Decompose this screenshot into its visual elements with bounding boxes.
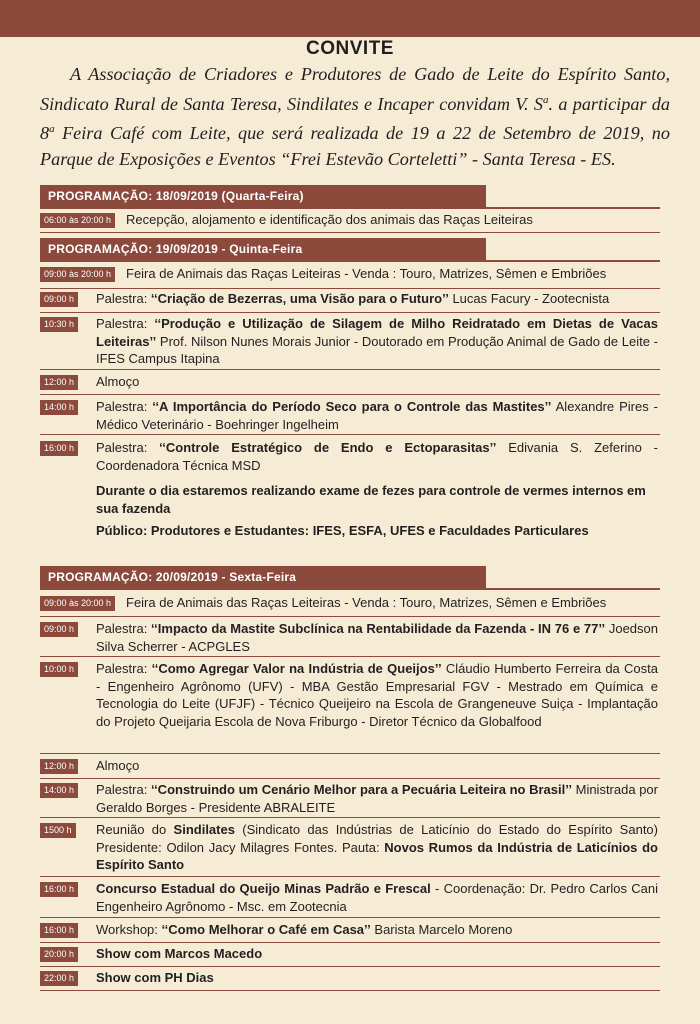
row-divider <box>40 942 660 943</box>
row-text <box>96 620 658 655</box>
row-text: Almoço <box>96 758 140 773</box>
intro-sup-2: a <box>49 123 55 136</box>
row-divider <box>40 990 660 991</box>
section-rule <box>40 588 660 590</box>
row-prefix: Palestra: <box>96 399 153 414</box>
speaker: Cláudio Humberto Ferreira da Costa - Engenheiro Agrônomo (UFV) - MBA Gestão Empresarial FGV - Mestrado em Química e Tecnologia do Leite (UFJF) - Técnico Queijeiro na Escola de Grangeneuve Suiça - Implantação do Projeto Queijaria Escola de Nova Friburgo - Diretor Técnico da Globalfood <box>96 661 659 729</box>
row-text <box>96 660 658 730</box>
schedule-row <box>40 921 660 943</box>
row-prefix: Palestra: <box>96 291 151 306</box>
speaker: Joedson Silva Scherrer - ACPGLES <box>96 621 659 654</box>
contest-title: Concurso Estadual do Queijo Minas Padrão e Frescal <box>96 881 431 896</box>
schedule-row <box>40 265 660 289</box>
row-prefix: Workshop: <box>96 922 162 937</box>
row-text <box>96 880 658 915</box>
speaker: Alexandre Pires - Médico Veterinário - Boehringer Ingelheim <box>96 399 658 432</box>
schedule-row <box>40 398 660 435</box>
row-text: Recepção, alojamento e identificação dos animais das Raças Leiteiras <box>126 212 533 227</box>
section-header-day3: PROGRAMAÇÃO: 20/09/2019 - Sexta-Feira <box>40 566 486 588</box>
workshop-title: ‘‘Como Melhorar o Café em Casa’’ <box>161 922 371 937</box>
coordinator: - Coordenação: Dr. Pedro Carlos Cani Engenheiro Agrônomo - Msc. em Zootecnia <box>96 881 658 914</box>
schedule-row <box>40 757 660 779</box>
section-rule <box>40 260 660 262</box>
row-divider <box>40 966 660 967</box>
row-text: Almoço <box>96 374 140 389</box>
intro-text-3: Feira Café com Leite, que será realizada de 19 a 22 de Setembro de 2019, no Parque de Exposições e Eventos “Frei Estevão Corteletti” - Santa Teresa - ES. <box>40 123 670 169</box>
row-text <box>96 945 658 963</box>
time-badge: 09:00 h <box>40 622 78 637</box>
schedule-row <box>40 620 660 657</box>
schedule-row <box>40 821 660 877</box>
time-badge: 09:00 às 20:00 h <box>40 596 115 611</box>
time-badge: 16:00 h <box>40 882 78 897</box>
row-divider <box>40 394 660 395</box>
row-divider <box>40 616 660 617</box>
row-text <box>96 821 658 874</box>
meeting-agenda: Novos Rumos da Indústria de Laticínios do Espírito Santo <box>96 839 658 872</box>
row-prefix: Palestra: <box>96 661 152 676</box>
time-badge: 12:00 h <box>40 759 78 774</box>
row-text: Feira de Animais das Raças Leiteiras - Venda : Touro, Matrizes, Sêmen e Embriões <box>126 266 607 281</box>
talk-title: ‘‘A Importância do Período Seco para o Controle das Mastites’’ <box>152 399 552 414</box>
intro-paragraph <box>40 62 670 172</box>
time-badge: 14:00 h <box>40 400 78 415</box>
time-badge: 14:00 h <box>40 783 78 798</box>
row-text: Feira de Animais das Raças Leiteiras - Venda : Touro, Matrizes, Sêmen e Embriões <box>126 595 607 610</box>
row-divider <box>40 312 660 313</box>
row-text <box>96 315 658 368</box>
row-prefix: Palestra: <box>96 316 155 331</box>
row-text <box>96 921 658 939</box>
talk-title: ‘‘Controle Estratégico de Endo e Ectoparasitas’’ <box>159 440 497 455</box>
speaker: Lucas Facury - Zootecnista <box>448 291 610 306</box>
row-text <box>96 439 658 474</box>
section-header-day1: PROGRAMAÇÃO: 18/09/2019 (Quarta-Feira) <box>40 185 486 207</box>
schedule-row <box>40 315 660 370</box>
time-badge: 22:00 h <box>40 971 78 986</box>
row-prefix: Reunião do <box>96 822 174 837</box>
row-divider <box>40 369 660 370</box>
note-exam: Durante o dia estaremos realizando exame de fezes para controle de vermes internos em sua fazenda <box>96 483 646 516</box>
schedule-row <box>40 945 660 967</box>
schedule-row <box>40 594 660 617</box>
presenter: Barista Marcelo Moreno <box>370 922 513 937</box>
schedule-row <box>40 660 660 754</box>
time-badge: 10:30 h <box>40 317 78 332</box>
meeting-org: Sindilates <box>173 822 235 837</box>
show-title: Show com PH Dias <box>96 970 214 985</box>
row-prefix: Palestra: <box>96 440 160 455</box>
show-title: Show com Marcos Macedo <box>96 946 263 961</box>
note-public: Público: Produtores e Estudantes: IFES, ESFA, UFES e Faculdades Particulares <box>96 523 589 538</box>
row-prefix: Palestra: <box>96 621 152 636</box>
row-text <box>96 290 658 308</box>
time-badge: 06:00 às 20:00 h <box>40 213 115 228</box>
time-badge: 16:00 h <box>40 441 78 456</box>
top-band <box>0 0 700 37</box>
time-badge: 20:00 h <box>40 947 78 962</box>
speaker: Prof. Nilson Nunes Morais Junior - Doutorado em Produção Animal de Gado de Leite - IFES Campus Itapina <box>96 333 658 366</box>
schedule-row <box>40 880 660 918</box>
time-badge: 12:00 h <box>40 375 78 390</box>
row-divider <box>40 917 660 918</box>
schedule-row <box>40 969 660 991</box>
row-text <box>96 398 658 433</box>
schedule-row <box>40 781 660 818</box>
speaker: Ministrada por Geraldo Borges - Presidente ABRALEITE <box>96 782 658 815</box>
row-divider <box>40 817 660 818</box>
intro-text-1: A Associação de Criadores e Produtores de Gado de Leite do Espírito Santo, Sindicato Rural de Santa Teresa, Sindilates e Incaper convidam V. S <box>40 64 670 114</box>
time-badge: 1500 h <box>40 823 76 838</box>
time-badge: 16:00 h <box>40 923 78 938</box>
row-text <box>96 781 658 816</box>
page-title: CONVITE <box>306 38 394 59</box>
schedule-row <box>40 439 660 477</box>
meeting-details: (Sindicato das Indústrias de Laticínio do Estado do Espírito Santo) Presidente: Odilon Jacy Milagres Fontes. Pauta: <box>96 822 658 855</box>
row-divider <box>40 876 660 877</box>
time-badge: 09:00 às 20:00 h <box>40 267 115 282</box>
time-badge: 10:00 h <box>40 662 78 677</box>
talk-title: ‘‘Como Agregar Valor na Indústria de Queijos’’ <box>151 661 442 676</box>
section-header-day2: PROGRAMAÇÃO: 19/09/2019 - Quinta-Feira <box>40 238 486 260</box>
section-rule <box>40 207 660 209</box>
row-prefix: Palestra: <box>96 782 151 797</box>
talk-title: ‘‘Impacto da Mastite Subclínica na Rentabilidade da Fazenda - IN 76 e 77’’ <box>151 621 606 636</box>
row-divider <box>40 656 660 657</box>
time-badge: 09:00 h <box>40 292 78 307</box>
schedule-row <box>40 290 660 313</box>
schedule-row <box>40 211 660 233</box>
schedule-row <box>40 373 660 395</box>
talk-title: ‘‘Construindo um Cenário Melhor para a Pecuária Leiteira no Brasil’’ <box>150 782 572 797</box>
intro-text-2: . a participar da 8 <box>40 93 670 144</box>
intro-sup-1: a <box>542 93 549 106</box>
row-divider <box>40 778 660 779</box>
talk-title: ‘‘Criação de Bezerras, uma Visão para o Futuro’’ <box>150 291 449 306</box>
row-divider <box>40 232 660 233</box>
row-text <box>96 969 658 987</box>
row-divider <box>40 753 660 754</box>
row-divider <box>40 288 660 289</box>
speaker: Edivania S. Zeferino - Coordenadora Técnica MSD <box>96 440 658 473</box>
row-divider <box>40 434 660 435</box>
talk-title: ‘‘Produção e Utilização de Silagem de Milho Reidratado em Dietas de Vacas Leiteiras’’ <box>96 316 658 349</box>
